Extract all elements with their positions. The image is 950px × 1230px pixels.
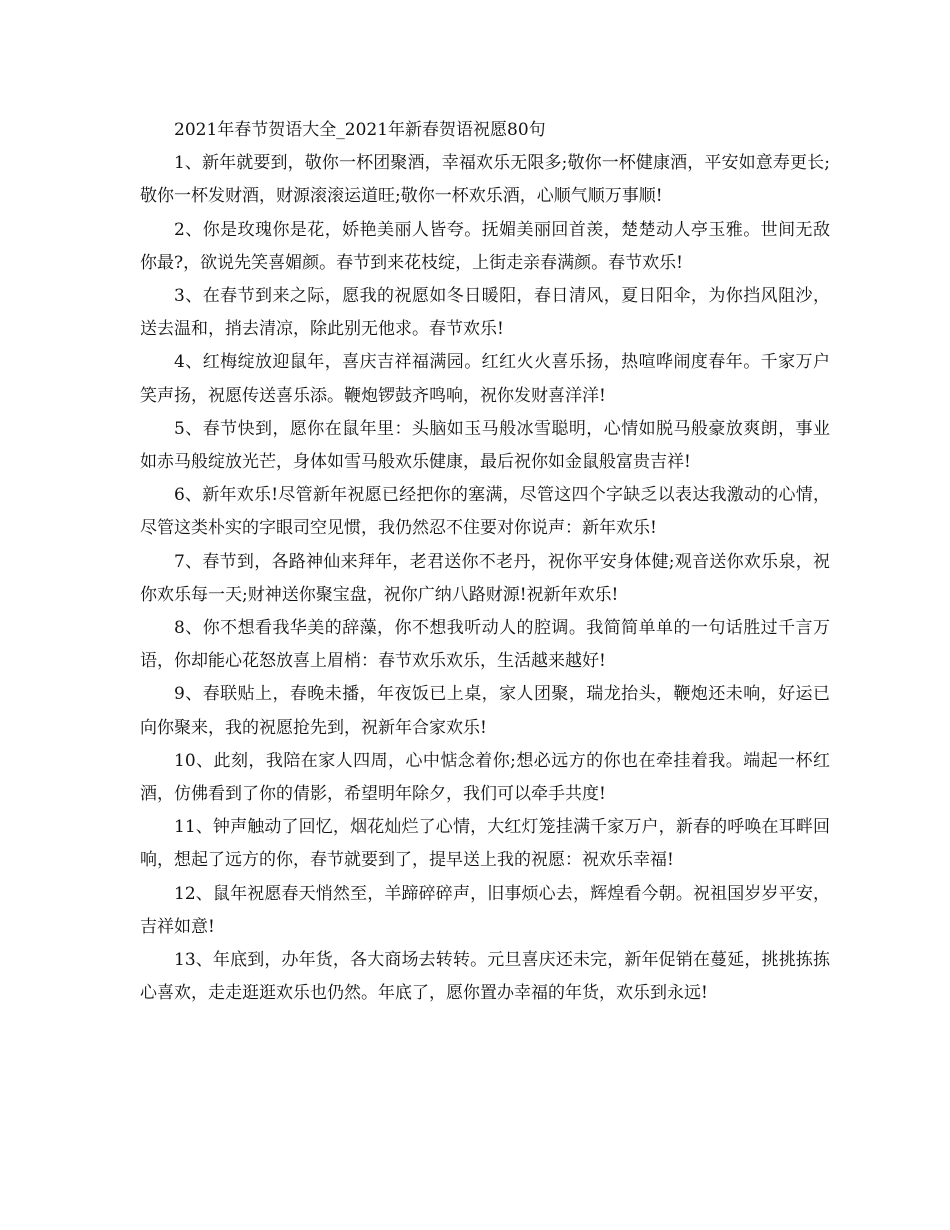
greeting-paragraph-12: 12、鼠年祝愿春天悄然至，羊蹄碎碎声，旧事烦心去，辉煌看今朝。祝祖国岁岁平安，吉祥如意! (140, 883, 830, 937)
greeting-paragraph-4: 4、红梅绽放迎鼠年，喜庆吉祥福满园。红红火火喜乐扬，热喧哗闹度春年。千家万户笑声扬，祝愿传送喜乐添。鞭炮锣鼓齐鸣响，祝你发财喜洋洋! (140, 352, 830, 406)
greeting-paragraph-9: 9、春联贴上，春晚未播，年夜饭已上桌，家人团聚，瑞龙抬头，鞭炮还未响，好运已向你聚来，我的祝愿抢先到，祝新年合家欢乐! (140, 684, 830, 738)
greeting-paragraph-11: 11、钟声触动了回忆，烟花灿烂了心情，大红灯笼挂满千家万户，新春的呼唤在耳畔回响，想起了远方的你，春节就要到了，提早送上我的祝愿：祝欢乐幸福! (140, 817, 830, 871)
greeting-paragraph-7: 7、春节到，各路神仙来拜年，老君送你不老丹，祝你平安身体健;观音送你欢乐泉，祝你欢乐每一天;财神送你聚宝盘，祝你广纳八路财源!祝新年欢乐! (140, 551, 830, 605)
document-body (140, 114, 830, 1010)
document-title: 2021年春节贺语大全_2021年新春贺语祝愿80句 (174, 120, 546, 140)
greeting-paragraph-5: 5、春节快到，愿你在鼠年里：头脑如玉马般冰雪聪明，心情如脱马般豪放爽朗，事业如赤马般绽放光芒，身体如雪马般欢乐健康，最后祝你如金鼠般富贵吉祥! (140, 418, 830, 473)
greeting-paragraph-13: 13、年底到，办年货，各大商场去转转。元旦喜庆还未完，新年促销在蔓延，挑挑拣拣心喜欢，走走逛逛欢乐也仍然。年底了，愿你置办幸福的年货，欢乐到永远! (140, 950, 830, 1004)
greeting-paragraph-6: 6、新年欢乐!尽管新年祝愿已经把你的塞满，尽管这四个字缺乏以表达我激动的心情，尽管这类朴实的字眼司空见惯，我仍然忍不住要对你说声：新年欢乐! (140, 485, 830, 539)
greeting-paragraph-8: 8、你不想看我华美的辞藻，你不想我听动人的腔调。我简简单单的一句话胜过千言万语，你却能心花怒放喜上眉梢：春节欢乐欢乐，生活越来越好! (140, 618, 830, 672)
greeting-paragraph-1: 1、新年就要到，敬你一杯团聚酒，幸福欢乐无限多;敬你一杯健康酒，平安如意寿更长;敬你一杯发财酒，财源滚滚运道旺;敬你一杯欢乐酒，心顺气顺万事顺! (140, 153, 830, 207)
greeting-paragraph-2: 2、你是玫瑰你是花，娇艳美丽人皆夸。抚媚美丽回首羡，楚楚动人亭玉雅。世间无敌你最?，欲说先笑喜媚颜。春节到来花枝绽，上街走亲春满颜。春节欢乐! (140, 219, 830, 273)
greeting-paragraph-3: 3、在春节到来之际，愿我的祝愿如冬日暖阳，春日清风，夏日阳伞，为你挡风阻沙，送去温和，捎去清凉，除此别无他求。春节欢乐! (140, 286, 830, 340)
greeting-paragraph-10: 10、此刻，我陪在家人四周，心中惦念着你;想必远方的你也在牵挂着我。端起一杯红酒，仿佛看到了你的倩影，希望明年除夕，我们可以牵手共度! (140, 750, 830, 805)
